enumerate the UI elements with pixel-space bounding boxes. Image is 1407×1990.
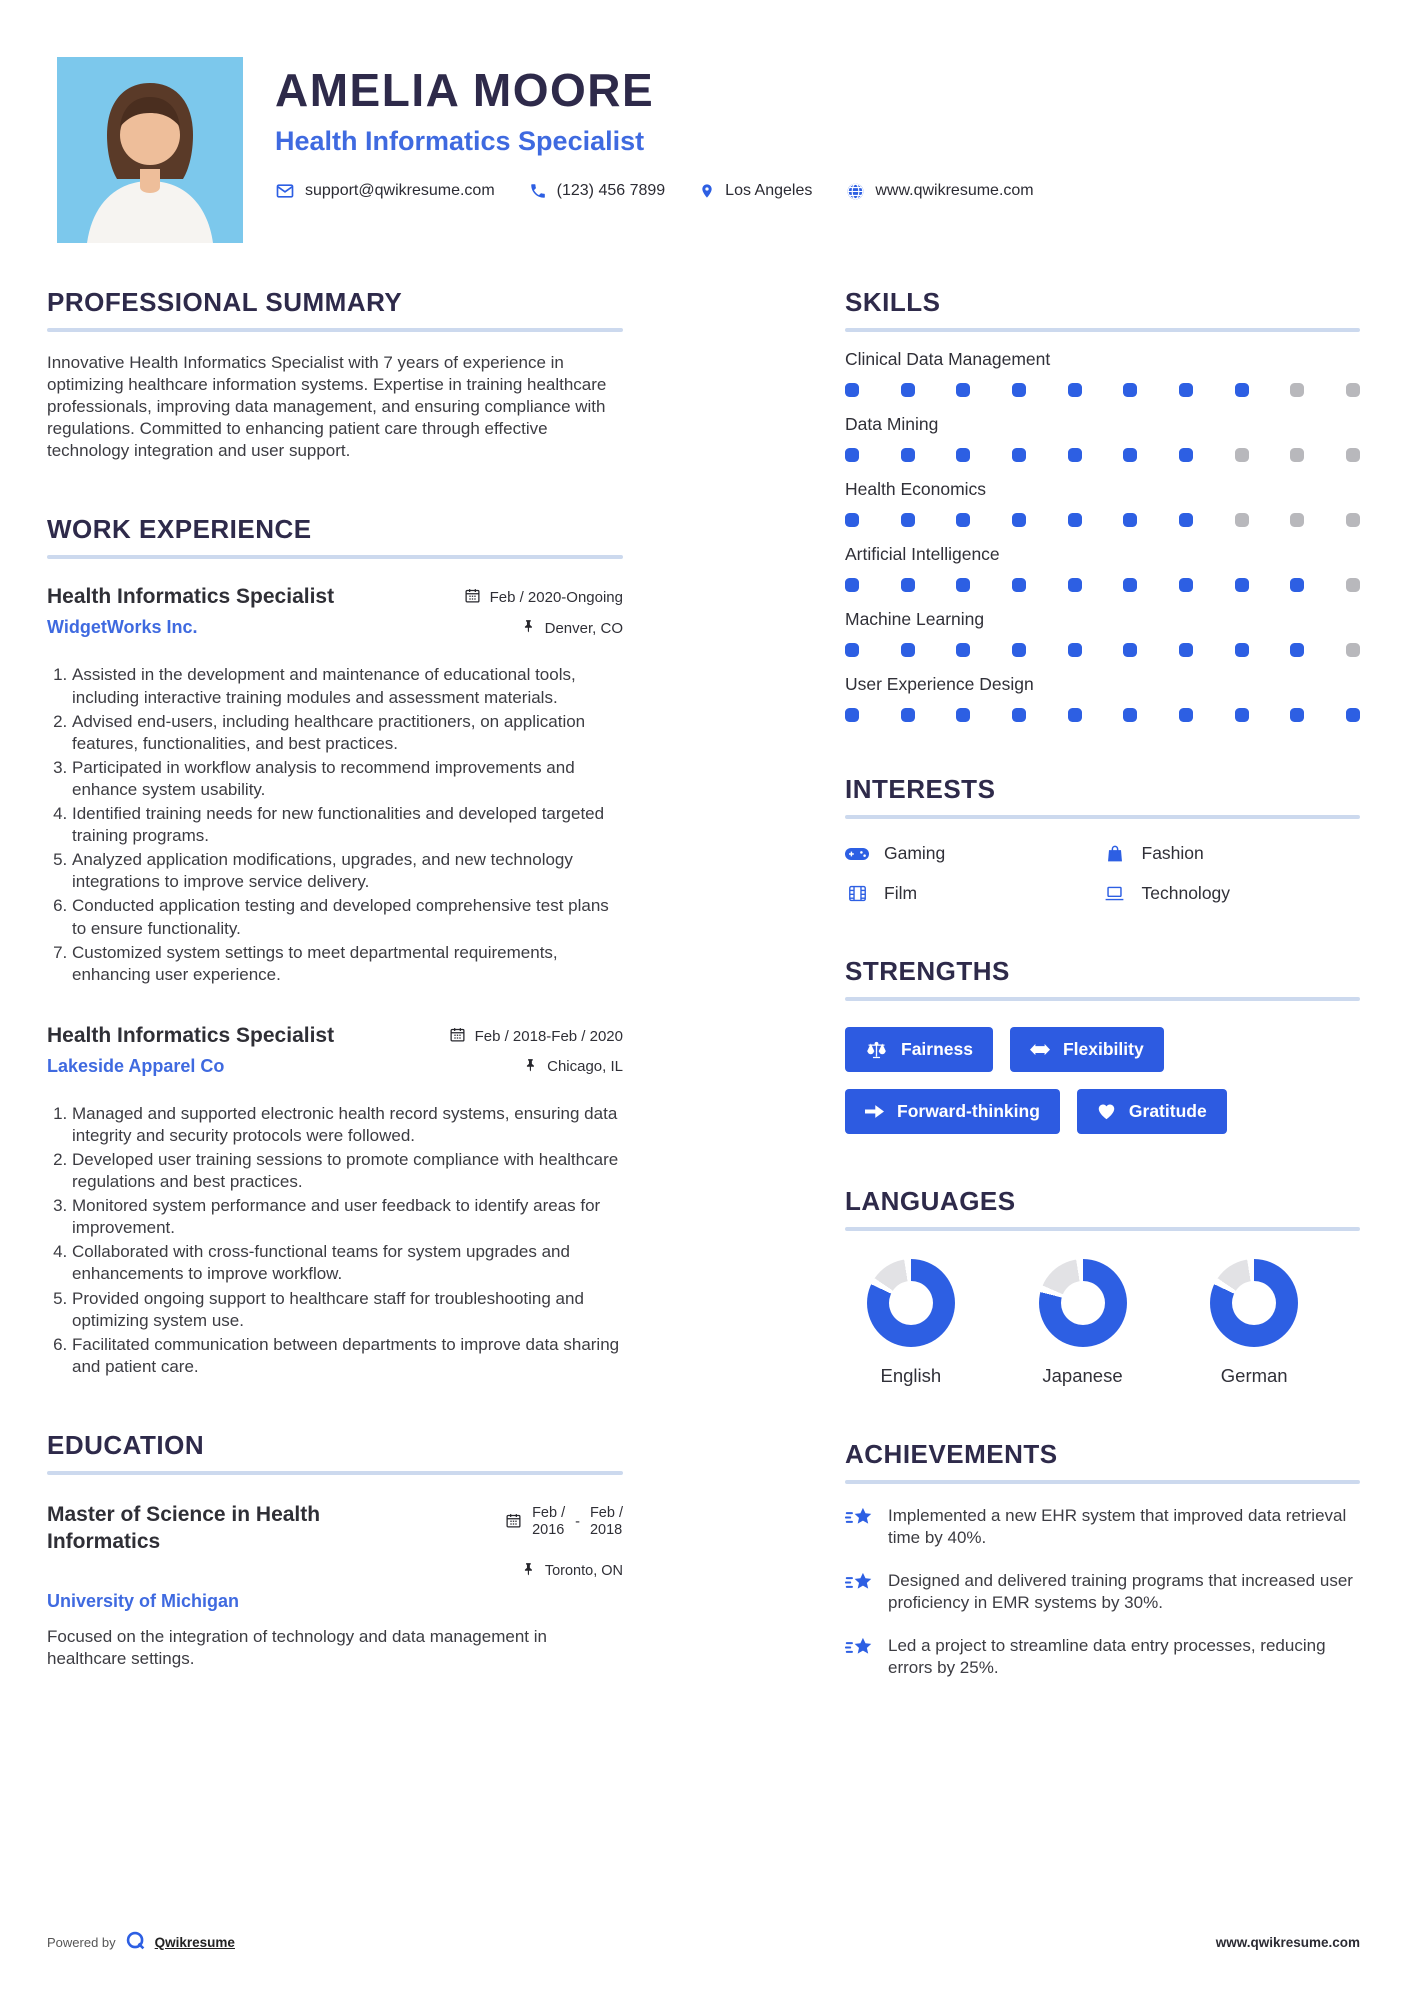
strength-label: Flexibility xyxy=(1062,1039,1144,1059)
language-name: German xyxy=(1220,1365,1288,1386)
education-meta: Feb / 2016 - Feb / 2018 Toronto, ON xyxy=(505,1501,623,1581)
skill-dot-empty xyxy=(1346,643,1360,657)
skill-dot-empty xyxy=(1235,513,1249,527)
location-icon xyxy=(699,181,715,201)
skill-dot-filled xyxy=(1012,578,1026,592)
skill-dot-filled xyxy=(1235,383,1249,397)
contact-row xyxy=(275,181,1034,201)
strengths-list xyxy=(845,1027,1360,1134)
section-divider xyxy=(845,1480,1360,1484)
skill-label: Clinical Data Management xyxy=(845,349,1051,369)
skill-dot-rating xyxy=(845,708,1360,722)
skills-list xyxy=(845,349,1360,722)
contact-text: support@qwikresume.com xyxy=(305,182,495,199)
job-bullet: 3. Participated in workflow analysis to recommend improvements and enhance system usability. xyxy=(72,757,623,801)
skill-dot-filled xyxy=(1012,708,1026,722)
section-work-experience xyxy=(47,514,623,1377)
pin-icon xyxy=(522,618,536,638)
strength-chip[interactable] xyxy=(1010,1027,1164,1072)
skill-dot-filled xyxy=(1068,448,1082,462)
skill-item xyxy=(845,349,1360,397)
contact-item[interactable] xyxy=(275,181,495,201)
skill-dot-filled xyxy=(1068,383,1082,397)
skill-label: Data Mining xyxy=(845,414,939,434)
job-meta xyxy=(464,585,623,648)
achievements-list xyxy=(845,1505,1360,1680)
education-entry xyxy=(47,1501,623,1670)
interest-label: Technology xyxy=(1141,883,1231,903)
summary-heading: PROFESSIONAL SUMMARY xyxy=(47,287,403,317)
language-donut-chart xyxy=(867,1259,955,1347)
job-bullet: 1. Assisted in the development and maintenance of educational tools, including interactive training modules and assessment materials. xyxy=(72,664,623,708)
globe-icon xyxy=(846,182,865,201)
interests-heading: INTERESTS xyxy=(845,774,996,804)
language-donut-chart xyxy=(1210,1259,1298,1347)
education-location: Toronto, ON xyxy=(544,1563,623,1580)
job-bullet: 6. Conducted application testing and developed comprehensive test plans to ensure functionality. xyxy=(72,895,623,939)
section-strengths xyxy=(845,956,1360,1134)
job-entry xyxy=(47,1024,623,1378)
skill-dot-filled xyxy=(1235,708,1249,722)
skill-label: Machine Learning xyxy=(845,609,985,629)
job-location: Chicago, IL xyxy=(547,1058,623,1076)
skill-dot-filled xyxy=(1346,708,1360,722)
interest-item xyxy=(1103,843,1361,864)
degree-title: Master of Science in Health Informatics xyxy=(47,1502,321,1554)
skill-dot-filled xyxy=(901,383,915,397)
job-company-link[interactable]: WidgetWorks Inc. xyxy=(47,617,198,638)
skill-dot-rating xyxy=(845,513,1360,527)
achievement-item xyxy=(845,1570,1360,1614)
interest-label: Film xyxy=(884,883,918,903)
skill-dot-filled xyxy=(845,578,859,592)
skill-dot-filled xyxy=(1068,643,1082,657)
language-item xyxy=(845,1259,977,1387)
skill-dot-filled xyxy=(1012,383,1026,397)
education-description: Focused on the integration of technology and data management in healthcare settings. xyxy=(47,1627,547,1669)
left-column xyxy=(47,287,623,1732)
footer xyxy=(47,1930,1360,1954)
scale-icon xyxy=(865,1040,888,1060)
skill-dot-empty xyxy=(1290,383,1304,397)
job-bullet: 4. Collaborated with cross-functional teams for system upgrades and enhancements to improve workflow. xyxy=(72,1241,623,1285)
section-achievements xyxy=(845,1439,1360,1680)
footer-site-link[interactable]: www.qwikresume.com xyxy=(1215,1934,1360,1950)
summary-text: Innovative Health Informatics Specialist with 7 years of experience in optimizing healthcare information systems. Expertise in training healthcare professionals, improving data management, and ensuring compliance with regulations. Committed to enhancing patient care through effective technology integration and user support. xyxy=(47,353,607,461)
skill-dot-empty xyxy=(1290,513,1304,527)
skill-dot-filled xyxy=(956,513,970,527)
brand-link[interactable]: Qwikresume xyxy=(154,1934,235,1950)
skill-dot-filled xyxy=(901,578,915,592)
skill-item xyxy=(845,609,1360,657)
strengths-heading: STRENGTHS xyxy=(845,956,1010,986)
strength-chip[interactable] xyxy=(1077,1089,1227,1134)
section-divider xyxy=(47,328,623,332)
section-divider xyxy=(845,997,1360,1001)
language-item xyxy=(1188,1259,1320,1387)
strength-label: Fairness xyxy=(901,1039,973,1059)
header xyxy=(0,0,1407,243)
section-education xyxy=(47,1430,623,1670)
edu-date-end: Feb / xyxy=(589,1504,623,1521)
skill-label: Health Economics xyxy=(845,479,987,499)
skill-dot-filled xyxy=(1123,513,1137,527)
strength-chip[interactable] xyxy=(845,1027,993,1072)
section-interests xyxy=(845,774,1360,904)
school-link[interactable]: University of Michigan xyxy=(47,1591,240,1612)
education-heading: EDUCATION xyxy=(47,1429,205,1460)
skill-label: User Experience Design xyxy=(845,674,1034,694)
achievement-text: Implemented a new EHR system that improved data retrieval time by 40%. xyxy=(888,1506,1347,1548)
edu-date-separator: - xyxy=(575,1514,580,1531)
profile-photo xyxy=(57,57,243,243)
job-title: Health Informatics Specialist xyxy=(47,1023,335,1047)
powered-by-label: Powered by xyxy=(47,1934,116,1950)
skill-dot-filled xyxy=(1123,643,1137,657)
skill-item xyxy=(845,544,1360,592)
skill-dot-filled xyxy=(901,448,915,462)
skill-dot-filled xyxy=(1290,578,1304,592)
skills-heading: SKILLS xyxy=(845,287,941,317)
skill-dot-filled xyxy=(1235,578,1249,592)
achievement-item xyxy=(845,1505,1360,1549)
skill-dot-filled xyxy=(956,643,970,657)
skill-dot-filled xyxy=(845,513,859,527)
interest-label: Fashion xyxy=(1141,843,1204,863)
skill-dot-rating xyxy=(845,643,1360,657)
header-info xyxy=(275,57,1034,243)
main-content xyxy=(0,287,1407,1732)
skill-dot-filled xyxy=(845,708,859,722)
job-bullet: 4. Identified training needs for new functionalities and developed targeted training programs. xyxy=(72,803,623,847)
job-bullet: 2. Advised end-users, including healthcare practitioners, on application features, functionalities, and best practices. xyxy=(72,711,623,755)
job-bullet: 5. Provided ongoing support to healthcare staff for troubleshooting and optimizing system use. xyxy=(72,1288,623,1332)
skill-dot-filled xyxy=(1290,643,1304,657)
arrow-right-icon xyxy=(865,1104,884,1119)
contact-item[interactable] xyxy=(699,181,812,201)
skill-dot-filled xyxy=(901,643,915,657)
skill-dot-filled xyxy=(901,513,915,527)
heart-icon xyxy=(1097,1103,1116,1120)
right-column xyxy=(845,287,1360,1732)
skill-dot-rating xyxy=(845,578,1360,592)
film-icon xyxy=(845,885,869,902)
strength-label: Forward-thinking xyxy=(897,1101,1040,1121)
star-icon xyxy=(845,1506,873,1549)
language-item xyxy=(1017,1259,1149,1387)
skill-dot-filled xyxy=(1068,708,1082,722)
achievements-heading: ACHIEVEMENTS xyxy=(845,1439,1058,1469)
section-divider xyxy=(845,815,1360,819)
job-bullet: 2. Developed user training sessions to promote compliance with healthcare regulations and best practices. xyxy=(72,1149,623,1193)
skill-item xyxy=(845,479,1360,527)
skill-dot-filled xyxy=(956,708,970,722)
section-languages xyxy=(845,1186,1360,1387)
languages-heading: LANGUAGES xyxy=(845,1186,1016,1216)
skill-dot-filled xyxy=(1068,513,1082,527)
skill-dot-filled xyxy=(1123,578,1137,592)
contact-text: Los Angeles xyxy=(725,182,813,199)
job-bullet: 6. Facilitated communication between departments to improve data sharing and patient care. xyxy=(72,1334,623,1378)
job-bullet-list xyxy=(47,664,623,985)
skill-dot-empty xyxy=(1346,513,1360,527)
skill-dot-filled xyxy=(1179,383,1193,397)
skill-dot-empty xyxy=(1235,448,1249,462)
job-dates: Feb / 2018-Feb / 2020 xyxy=(474,1027,623,1045)
section-divider xyxy=(47,555,623,559)
interests-list xyxy=(845,843,1360,904)
interest-item xyxy=(1103,883,1361,904)
skill-label: Artificial Intelligence xyxy=(845,544,1000,564)
mail-icon xyxy=(275,181,295,201)
skill-dot-filled xyxy=(1012,448,1026,462)
section-divider xyxy=(845,1227,1360,1231)
skill-dot-filled xyxy=(1179,708,1193,722)
skill-item xyxy=(845,674,1360,722)
section-summary xyxy=(47,287,623,462)
skill-dot-filled xyxy=(845,383,859,397)
skill-dot-filled xyxy=(1068,578,1082,592)
job-meta xyxy=(449,1024,623,1087)
contact-item[interactable] xyxy=(846,182,1033,201)
job-bullet: 7. Customized system settings to meet departmental requirements, enhancing user experience. xyxy=(72,942,623,986)
pin-icon xyxy=(524,1057,538,1077)
skill-dot-empty xyxy=(1346,448,1360,462)
languages-list xyxy=(845,1259,1360,1387)
skill-dot-filled xyxy=(1179,513,1193,527)
skill-dot-filled xyxy=(1179,643,1193,657)
section-divider xyxy=(845,328,1360,332)
job-dates: Feb / 2020-Ongoing xyxy=(489,589,623,607)
skill-dot-filled xyxy=(845,448,859,462)
language-donut-chart xyxy=(1039,1259,1127,1347)
skill-dot-filled xyxy=(1179,578,1193,592)
section-skills xyxy=(845,287,1360,722)
skill-dot-filled xyxy=(1123,708,1137,722)
contact-text: www.qwikresume.com xyxy=(875,182,1034,199)
brand-logo-icon xyxy=(125,1930,146,1954)
skill-dot-filled xyxy=(1012,643,1026,657)
language-name: English xyxy=(880,1365,942,1386)
strength-chip[interactable] xyxy=(845,1089,1060,1134)
calendar-icon xyxy=(449,1026,466,1047)
achievement-item xyxy=(845,1635,1360,1679)
job-bullet: 1. Managed and supported electronic health record systems, ensuring data integrity and security protocols were followed. xyxy=(72,1103,623,1147)
job-entry xyxy=(47,585,623,985)
skill-dot-filled xyxy=(1123,448,1137,462)
skill-dot-filled xyxy=(1123,383,1137,397)
calendar-icon xyxy=(505,1512,522,1533)
language-name: Japanese xyxy=(1042,1365,1123,1386)
job-bullet-list xyxy=(47,1103,623,1378)
interest-item xyxy=(845,843,1103,864)
job-title: Health Informatics Specialist xyxy=(47,585,335,609)
skill-dot-empty xyxy=(1346,578,1360,592)
skill-dot-filled xyxy=(1290,708,1304,722)
calendar-icon xyxy=(464,587,481,608)
skill-dot-filled xyxy=(1012,513,1026,527)
skill-item xyxy=(845,414,1360,462)
job-company-link[interactable]: Lakeside Apparel Co xyxy=(47,1055,225,1076)
gamepad-icon xyxy=(845,846,869,862)
interest-label: Gaming xyxy=(884,843,946,863)
job-bullet: 3. Monitored system performance and user feedback to identify areas for improvement. xyxy=(72,1195,623,1239)
pin-icon xyxy=(522,1561,536,1581)
skill-dot-filled xyxy=(956,578,970,592)
star-icon xyxy=(845,1571,873,1614)
interest-item xyxy=(845,883,1103,904)
achievement-text: Designed and delivered training programs that increased user proficiency in EMR systems by 30%. xyxy=(888,1571,1353,1613)
skill-dot-filled xyxy=(845,643,859,657)
job-location: Denver, CO xyxy=(544,619,623,637)
star-icon xyxy=(845,1636,873,1679)
phone-icon xyxy=(529,182,547,200)
achievement-text: Led a project to streamline data entry processes, reducing errors by 25%. xyxy=(888,1636,1326,1678)
skill-dot-filled xyxy=(1235,643,1249,657)
edu-date-start: Feb / xyxy=(532,1504,566,1521)
contact-item[interactable] xyxy=(529,182,666,200)
shopping-bag-icon xyxy=(1103,844,1127,863)
job-bullet: 5. Analyzed application modifications, upgrades, and new technology integrations to improve service delivery. xyxy=(72,849,623,893)
section-divider xyxy=(47,1471,623,1475)
work-heading: WORK EXPERIENCE xyxy=(47,514,312,545)
laptop-icon xyxy=(1103,885,1127,902)
arrows-lr-icon xyxy=(1030,1043,1050,1056)
skill-dot-empty xyxy=(1346,383,1360,397)
skill-dot-filled xyxy=(1179,448,1193,462)
skill-dot-filled xyxy=(956,448,970,462)
skill-dot-rating xyxy=(845,448,1360,462)
contact-text: (123) 456 7899 xyxy=(556,182,666,199)
skill-dot-empty xyxy=(1290,448,1304,462)
skill-dot-filled xyxy=(901,708,915,722)
skill-dot-rating xyxy=(845,383,1360,397)
skill-dot-filled xyxy=(956,383,970,397)
job-headline: Health Informatics Specialist xyxy=(275,126,645,156)
page-title: AMELIA MOORE xyxy=(275,64,655,116)
strength-label: Gratitude xyxy=(1128,1101,1207,1121)
